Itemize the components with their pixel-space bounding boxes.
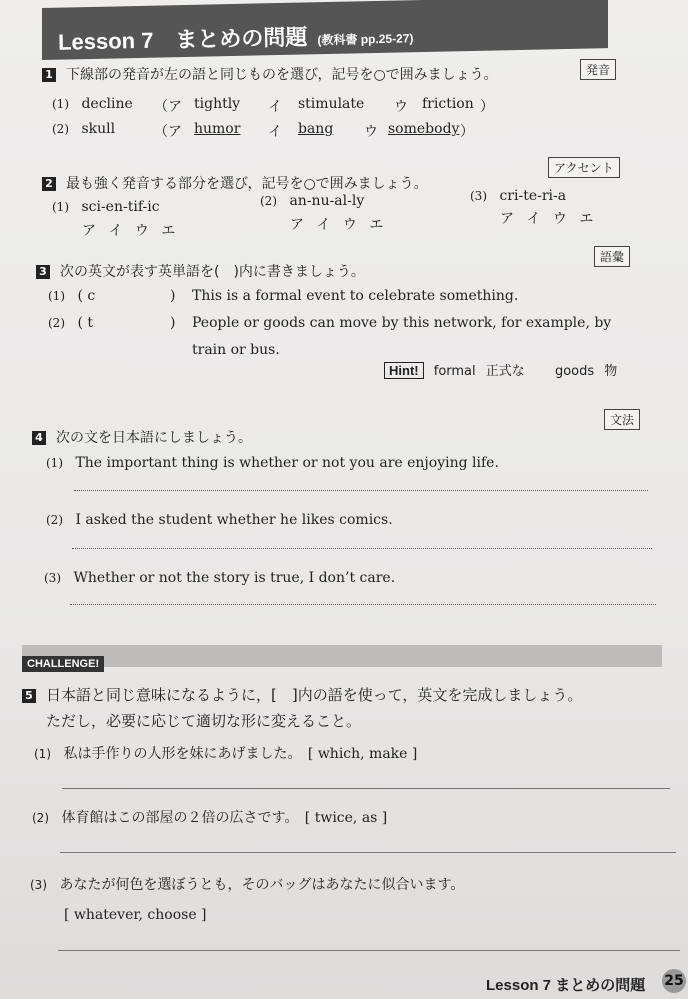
item-number: (1)	[34, 747, 51, 761]
q3-item-2-cont: train or bus.	[192, 342, 280, 358]
q2-number: 2	[42, 177, 56, 191]
q4-instruction	[32, 427, 252, 447]
q2-item-3-marks: ア イ ウ エ	[500, 211, 598, 227]
answer-line-q5-3[interactable]	[58, 950, 680, 951]
q1-tag: 発音	[580, 59, 616, 80]
answer-line-q4-2[interactable]	[72, 548, 652, 549]
answer-line-q5-1[interactable]	[62, 788, 670, 789]
japanese-sentence: あなたが何色を選ぼうとも，そのバッグはあなたに似合います。	[59, 877, 465, 893]
item-word: sci-en-tif-ic	[81, 199, 160, 215]
definition-sentence: People or goods can move by this network, for example, by	[192, 315, 612, 331]
hint-meaning-1: 正式な	[485, 364, 525, 379]
q1-item-2	[52, 121, 474, 140]
lesson-title: Lesson 7 まとめの問題	[57, 24, 308, 55]
hint-meaning-2: 物	[604, 364, 618, 379]
q3-text: 次の英文が表す英単語を( )内に書きましょう。	[60, 264, 365, 280]
q4-text: 次の文を日本語にしましょう。	[56, 430, 252, 446]
choice-label-c: ウ	[394, 99, 408, 115]
q2-item-1-marks: ア イ ウ エ	[82, 223, 180, 239]
q5-instruction	[22, 684, 582, 705]
q1-instruction	[42, 64, 498, 84]
answer-close: )	[170, 288, 176, 304]
q2-item-3	[470, 188, 566, 204]
choice-a: tightly	[194, 96, 241, 112]
item-word: skull	[81, 121, 116, 137]
hint-label: Hint!	[384, 362, 424, 379]
item-number: (1)	[52, 97, 69, 111]
q2-text: 最も強く発音する部分を選び，記号を○で囲みましょう。	[66, 176, 428, 192]
choice-label-b: イ	[268, 99, 282, 115]
q2-item-1	[52, 199, 160, 215]
english-sentence: The important thing is whether or not you are enjoying life.	[75, 455, 499, 471]
footer-title: Lesson 7 まとめの問題	[486, 977, 646, 994]
q3-tag: 語彙	[594, 246, 630, 267]
given-words: [ twice, as ]	[304, 810, 388, 826]
answer-line-q4-3[interactable]	[70, 604, 656, 605]
q3-instruction	[36, 261, 365, 281]
answer-open: ( c	[77, 288, 96, 304]
q1-text: 下線部の発音が左の語と同じものを選び，記号を○で囲みましょう。	[66, 67, 498, 83]
q3-number: 3	[36, 265, 50, 279]
choice-open: （ア	[154, 99, 182, 115]
choice-c: friction	[422, 96, 474, 112]
q4-item-1	[46, 455, 499, 471]
q1-item-1	[52, 96, 494, 115]
item-number: (3)	[44, 571, 61, 585]
hint-word-2: goods	[554, 364, 595, 379]
q4-tag: 文法	[604, 409, 640, 430]
answer-close: )	[170, 315, 176, 331]
choice-c: somebody	[388, 121, 460, 137]
q5-item-1	[34, 743, 417, 763]
given-words: [ which, make ]	[307, 746, 418, 762]
q2-item-2-marks: ア イ ウ エ	[290, 217, 388, 233]
item-number: (1)	[48, 289, 65, 303]
q3-item-1	[48, 288, 519, 304]
item-number: (2)	[260, 194, 277, 208]
q5-item-2	[32, 807, 387, 827]
q2-instruction	[42, 173, 428, 193]
q5-item-3	[30, 874, 464, 894]
q4-item-3	[44, 570, 395, 586]
item-number: (2)	[52, 122, 69, 136]
japanese-sentence: 私は手作りの人形を妹にあげました。	[63, 746, 302, 762]
q2-item-2	[260, 193, 364, 209]
item-number: (2)	[32, 811, 49, 825]
item-number: (2)	[46, 513, 63, 527]
q1-number: 1	[42, 68, 56, 82]
item-word: cri-te-ri-a	[499, 188, 567, 204]
choice-b: stimulate	[298, 96, 365, 112]
choice-b: bang	[298, 121, 334, 137]
choice-close: ）	[460, 124, 474, 140]
definition-sentence: This is a formal event to celebrate something.	[192, 288, 519, 304]
answer-line-q4-1[interactable]	[74, 490, 648, 491]
q3-item-2	[48, 315, 612, 331]
q2-tag: アクセント	[548, 157, 620, 178]
item-number: (3)	[30, 878, 47, 892]
choice-a: humor	[194, 121, 241, 137]
page-number: 25	[662, 969, 686, 993]
item-number: (2)	[48, 316, 65, 330]
item-number: (3)	[470, 189, 487, 203]
item-number: (1)	[52, 200, 69, 214]
challenge-label: CHALLENGE!	[22, 656, 104, 672]
choice-label-c: ウ	[364, 124, 378, 140]
hint-word-1: formal	[433, 364, 476, 379]
answer-line-q5-2[interactable]	[60, 852, 676, 853]
q5-number: 5	[22, 689, 36, 703]
answer-open: ( t	[77, 315, 93, 331]
english-sentence: I asked the student whether he likes comics.	[75, 512, 393, 528]
q5-text: 日本語と同じ意味になるように，[ ]内の語を使って，英文を完成しましょう。	[46, 686, 583, 704]
english-sentence: Whether or not the story is true, I don’t care.	[73, 570, 396, 586]
choice-close: ）	[480, 99, 494, 115]
choice-open: （ア	[154, 124, 182, 140]
q4-number: 4	[32, 431, 46, 445]
choice-label-b: イ	[268, 124, 282, 140]
textbook-reference: (教科書 pp.25-27)	[317, 31, 414, 48]
item-word: an-nu-al-ly	[289, 193, 365, 209]
q5-item-3-words: [ whatever, choose ]	[64, 907, 207, 923]
q5-instruction-2: ただし，必要に応じて適切な形に変えること。	[46, 712, 362, 730]
item-word: decline	[81, 96, 133, 112]
item-number: (1)	[46, 456, 63, 470]
q4-item-2	[46, 512, 393, 528]
q3-hint	[384, 360, 617, 379]
challenge-bar	[22, 645, 662, 667]
japanese-sentence: 体育館はこの部屋の２倍の広さです。	[61, 810, 299, 826]
